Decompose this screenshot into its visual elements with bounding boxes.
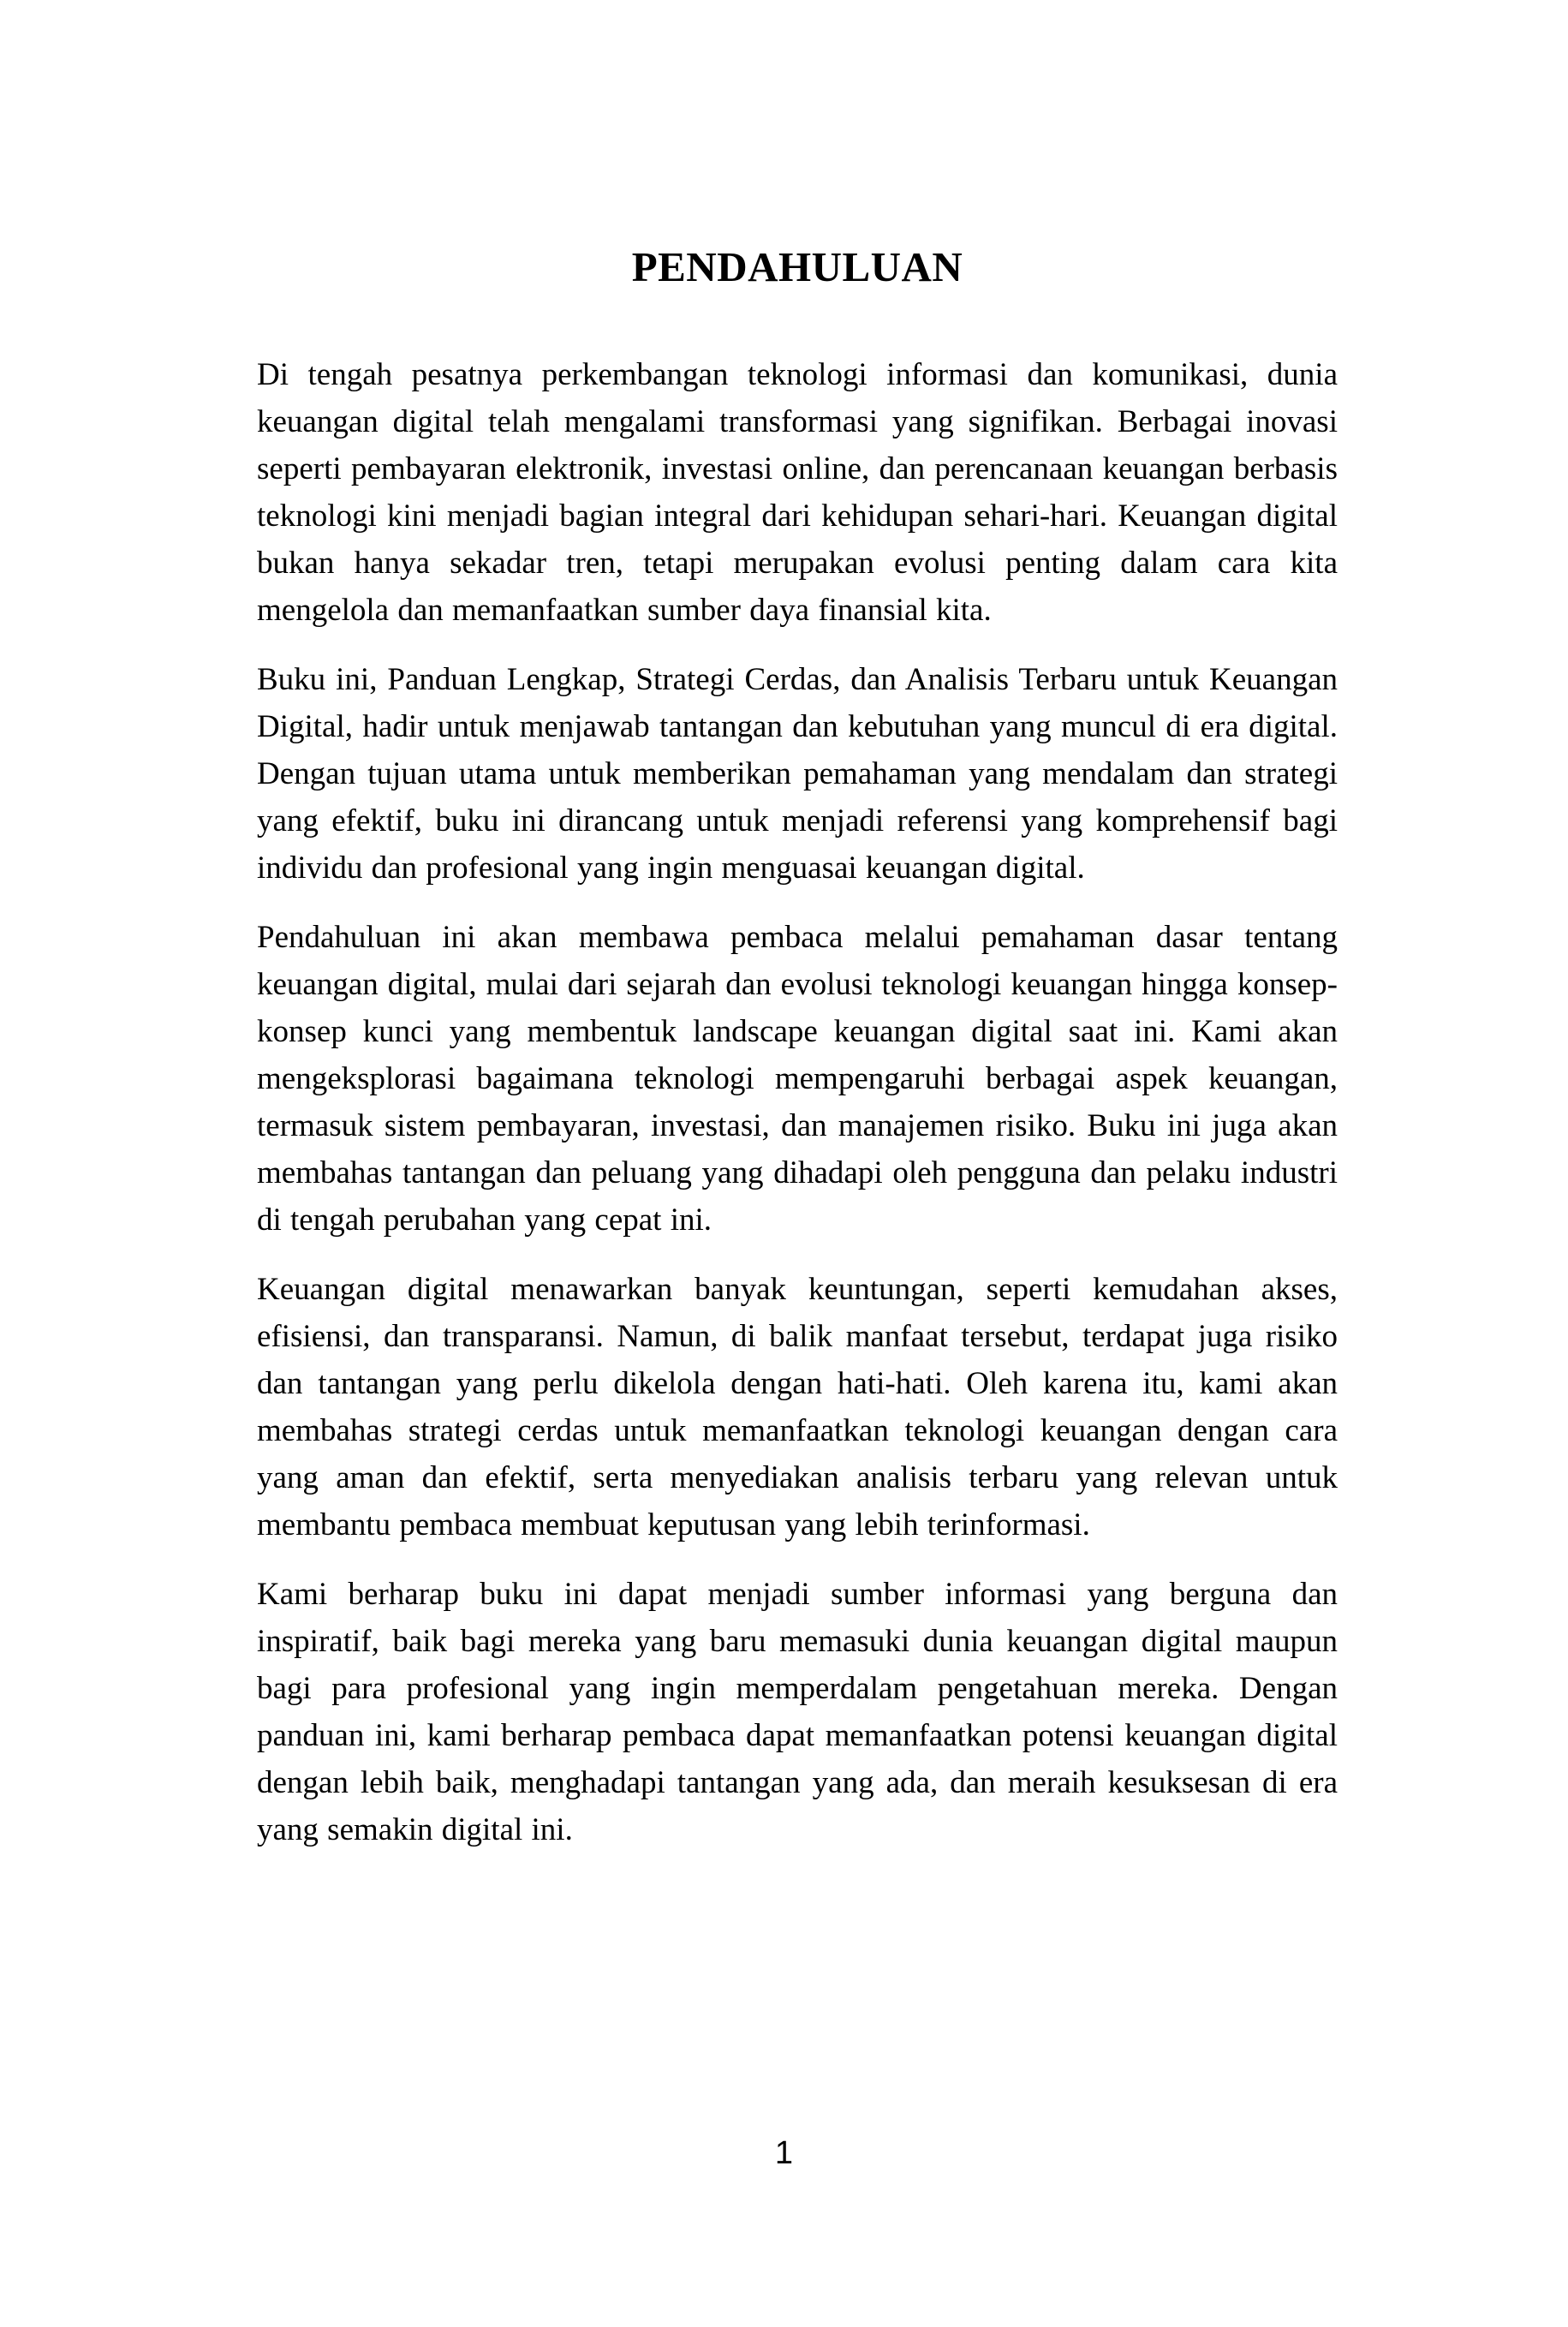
paragraph-closing-hope: Kami berharap buku ini dapat menjadi sumber informasi yang berguna dan inspiratif, baik bagi mereka yang baru memasuki dunia keuangan digital maupun bagi para profesional yang ingin memperdalam pengetahuan mereka. Dengan panduan ini, kami berharap pembaca dapat memanfaatkan potensi keuangan digital dengan lebih baik, menghadapi tantangan yang ada, dan meraih kesuksesan di era yang semakin digital ini. [257, 1577, 1338, 1847]
paragraph-chapter-overview: Pendahuluan ini akan membawa pembaca melalui pemahaman dasar tentang keuangan digital, mulai dari sejarah dan evolusi teknologi keuangan hingga konsep-konsep kunci yang membentuk landscape keuangan digital saat ini. Kami akan mengeksplorasi bagaimana teknologi mempengaruhi berbagai aspek keuangan, termasuk sistem pembayaran, investasi, dan manajemen risiko. Buku ini juga akan membahas tantangan dan peluang yang dihadapi oleh pengguna dan pelaku industri di tengah perubahan yang cepat ini. [257, 920, 1338, 1238]
paragraph-book-purpose: Buku ini, Panduan Lengkap, Strategi Cerdas, dan Analisis Terbaru untuk Keuangan Digital, hadir untuk menjawab tantangan dan kebutuhan yang muncul di era digital. Dengan tujuan utama untuk memberikan pemahaman yang mendalam dan strategi yang efektif, buku ini dirancang untuk menjadi referensi yang komprehensif bagi individu dan profesional yang ingin menguasai keuangan digital. [257, 662, 1338, 886]
paragraph-intro-technology: Di tengah pesatnya perkembangan teknologi informasi dan komunikasi, dunia keuangan digital telah mengalami transformasi yang signifikan. Berbagai inovasi seperti pembayaran elektronik, investasi online, dan perencanaan keuangan berbasis teknologi kini menjadi bagian integral dari kehidupan sehari-hari. Keuangan digital bukan hanya sekadar tren, tetapi merupakan evolusi penting dalam cara kita mengelola dan memanfaatkan sumber daya finansial kita. [257, 357, 1338, 628]
page-number: 1 [774, 2135, 794, 2171]
chapter-title: PENDAHULUAN [631, 243, 963, 290]
paragraph-benefits-risks: Keuangan digital menawarkan banyak keuntungan, seperti kemudahan akses, efisiensi, dan transparansi. Namun, di balik manfaat tersebut, terdapat juga risiko dan tantangan yang perlu dikelola dengan hati-hati. Oleh karena itu, kami akan membahas strategi cerdas untuk memanfaatkan teknologi keuangan dengan cara yang aman dan efektif, serta menyediakan analisis terbaru yang relevan untuk membantu pembaca membuat keputusan yang lebih terinformasi. [257, 1272, 1338, 1542]
text-column [257, 0, 1338, 1853]
